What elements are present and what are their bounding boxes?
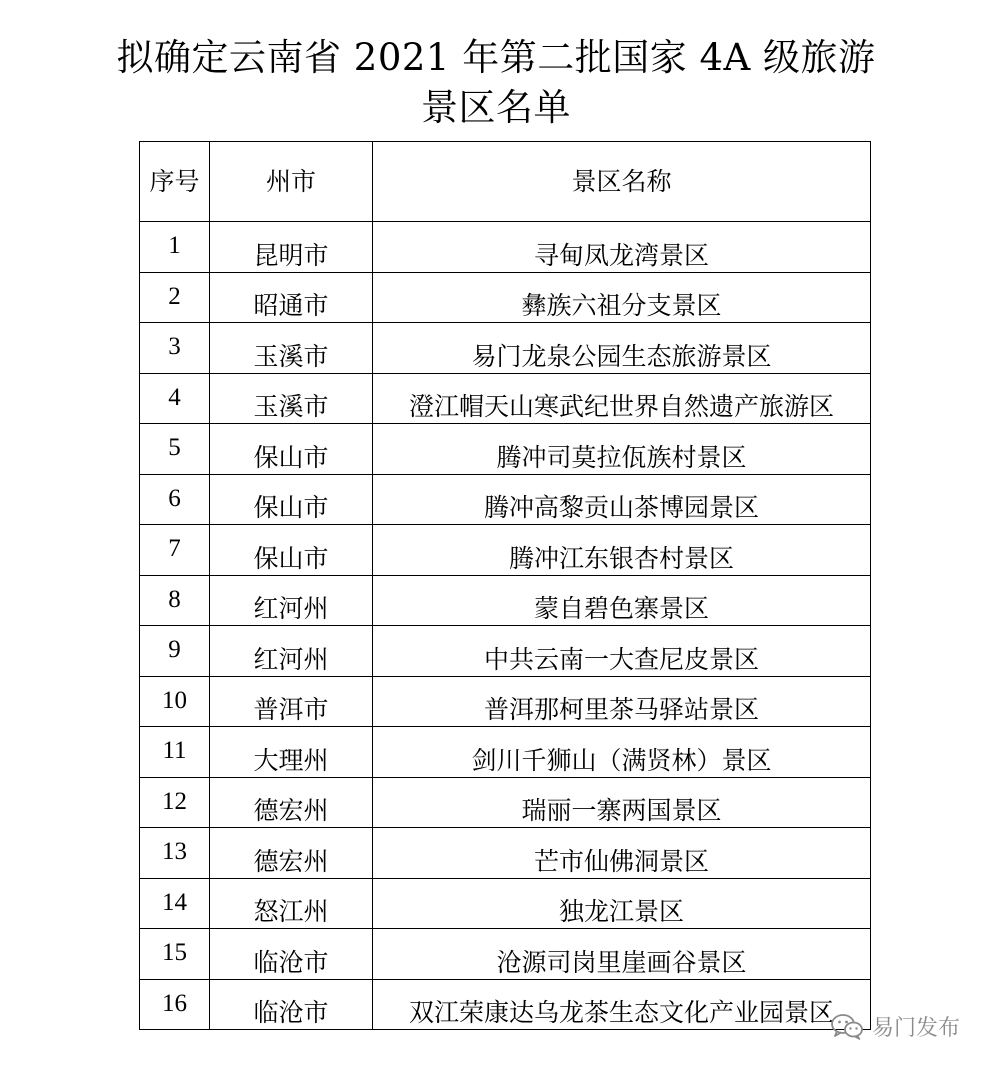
- cell-serial-number: 3: [140, 323, 210, 374]
- cell-serial-number: 5: [140, 424, 210, 475]
- table-row: [140, 626, 871, 677]
- table-row: [140, 323, 871, 374]
- cell-scenic-area-name: 独龙江景区: [373, 878, 871, 929]
- cell-serial-number: 15: [140, 929, 210, 980]
- cell-serial-number: 2: [140, 272, 210, 323]
- cell-prefecture-city: 昭通市: [210, 272, 373, 323]
- cell-scenic-area-name: 腾冲高黎贡山茶博园景区: [373, 474, 871, 525]
- cell-prefecture-city: 保山市: [210, 474, 373, 525]
- header-serial-number: 序号: [140, 142, 210, 222]
- cell-serial-number: 12: [140, 777, 210, 828]
- cell-prefecture-city: 大理州: [210, 727, 373, 778]
- table-row: [140, 676, 871, 727]
- scenic-area-table-container: [139, 141, 870, 1030]
- table-row: [140, 272, 871, 323]
- table-row: [140, 929, 871, 980]
- cell-prefecture-city: 德宏州: [210, 828, 373, 879]
- cell-scenic-area-name: 彝族六祖分支景区: [373, 272, 871, 323]
- table-row: [140, 777, 871, 828]
- header-prefecture-city: 州市: [210, 142, 373, 222]
- page-title-line-2: 景区名单: [421, 86, 571, 129]
- table-row: [140, 878, 871, 929]
- table-row: [140, 525, 871, 576]
- cell-prefecture-city: 保山市: [210, 525, 373, 576]
- cell-scenic-area-name: 寻甸凤龙湾景区: [373, 222, 871, 273]
- table-row: [140, 828, 871, 879]
- cell-prefecture-city: 普洱市: [210, 676, 373, 727]
- cell-scenic-area-name: 剑川千狮山（满贤林）景区: [373, 727, 871, 778]
- cell-scenic-area-name: 芒市仙佛洞景区: [373, 828, 871, 879]
- cell-prefecture-city: 保山市: [210, 424, 373, 475]
- table-header-row: [140, 142, 871, 222]
- table-row: [140, 575, 871, 626]
- cell-serial-number: 13: [140, 828, 210, 879]
- cell-serial-number: 4: [140, 373, 210, 424]
- cell-prefecture-city: 德宏州: [210, 777, 373, 828]
- cell-serial-number: 7: [140, 525, 210, 576]
- table-row: [140, 979, 871, 1030]
- cell-scenic-area-name: 沧源司岗里崖画谷景区: [373, 929, 871, 980]
- cell-prefecture-city: 昆明市: [210, 222, 373, 273]
- cell-serial-number: 1: [140, 222, 210, 273]
- cell-scenic-area-name: 双江荣康达乌龙茶生态文化产业园景区: [373, 979, 871, 1030]
- watermark-label: 易门发布: [871, 1015, 960, 1041]
- cell-scenic-area-name: 中共云南一大查尼皮景区: [373, 626, 871, 677]
- table-body: [140, 222, 871, 1030]
- cell-prefecture-city: 玉溪市: [210, 373, 373, 424]
- scenic-area-table: [139, 141, 871, 1030]
- cell-scenic-area-name: 易门龙泉公园生态旅游景区: [373, 323, 871, 374]
- cell-prefecture-city: 红河州: [210, 575, 373, 626]
- source-watermark: [830, 1010, 960, 1042]
- table-row: [140, 424, 871, 475]
- cell-serial-number: 9: [140, 626, 210, 677]
- cell-scenic-area-name: 澄江帽天山寒武纪世界自然遗产旅游区: [373, 373, 871, 424]
- cell-prefecture-city: 玉溪市: [210, 323, 373, 374]
- cell-scenic-area-name: 蒙自碧色寨景区: [373, 575, 871, 626]
- cell-serial-number: 8: [140, 575, 210, 626]
- cell-serial-number: 11: [140, 727, 210, 778]
- wechat-icon: [830, 1012, 864, 1040]
- cell-prefecture-city: 临沧市: [210, 929, 373, 980]
- cell-scenic-area-name: 普洱那柯里茶马驿站景区: [373, 676, 871, 727]
- cell-serial-number: 6: [140, 474, 210, 525]
- table-row: [140, 727, 871, 778]
- header-scenic-area-name: 景区名称: [373, 142, 871, 222]
- cell-prefecture-city: 怒江州: [210, 878, 373, 929]
- table-row: [140, 373, 871, 424]
- table-row: [140, 474, 871, 525]
- cell-serial-number: 14: [140, 878, 210, 929]
- table-row: [140, 222, 871, 273]
- cell-scenic-area-name: 腾冲江东银杏村景区: [373, 525, 871, 576]
- cell-serial-number: 16: [140, 979, 210, 1030]
- cell-prefecture-city: 红河州: [210, 626, 373, 677]
- cell-scenic-area-name: 腾冲司莫拉佤族村景区: [373, 424, 871, 475]
- cell-scenic-area-name: 瑞丽一寨两国景区: [373, 777, 871, 828]
- page-title-line-1: 拟确定云南省 2021 年第二批国家 4A 级旅游: [116, 36, 876, 79]
- cell-serial-number: 10: [140, 676, 210, 727]
- cell-prefecture-city: 临沧市: [210, 979, 373, 1030]
